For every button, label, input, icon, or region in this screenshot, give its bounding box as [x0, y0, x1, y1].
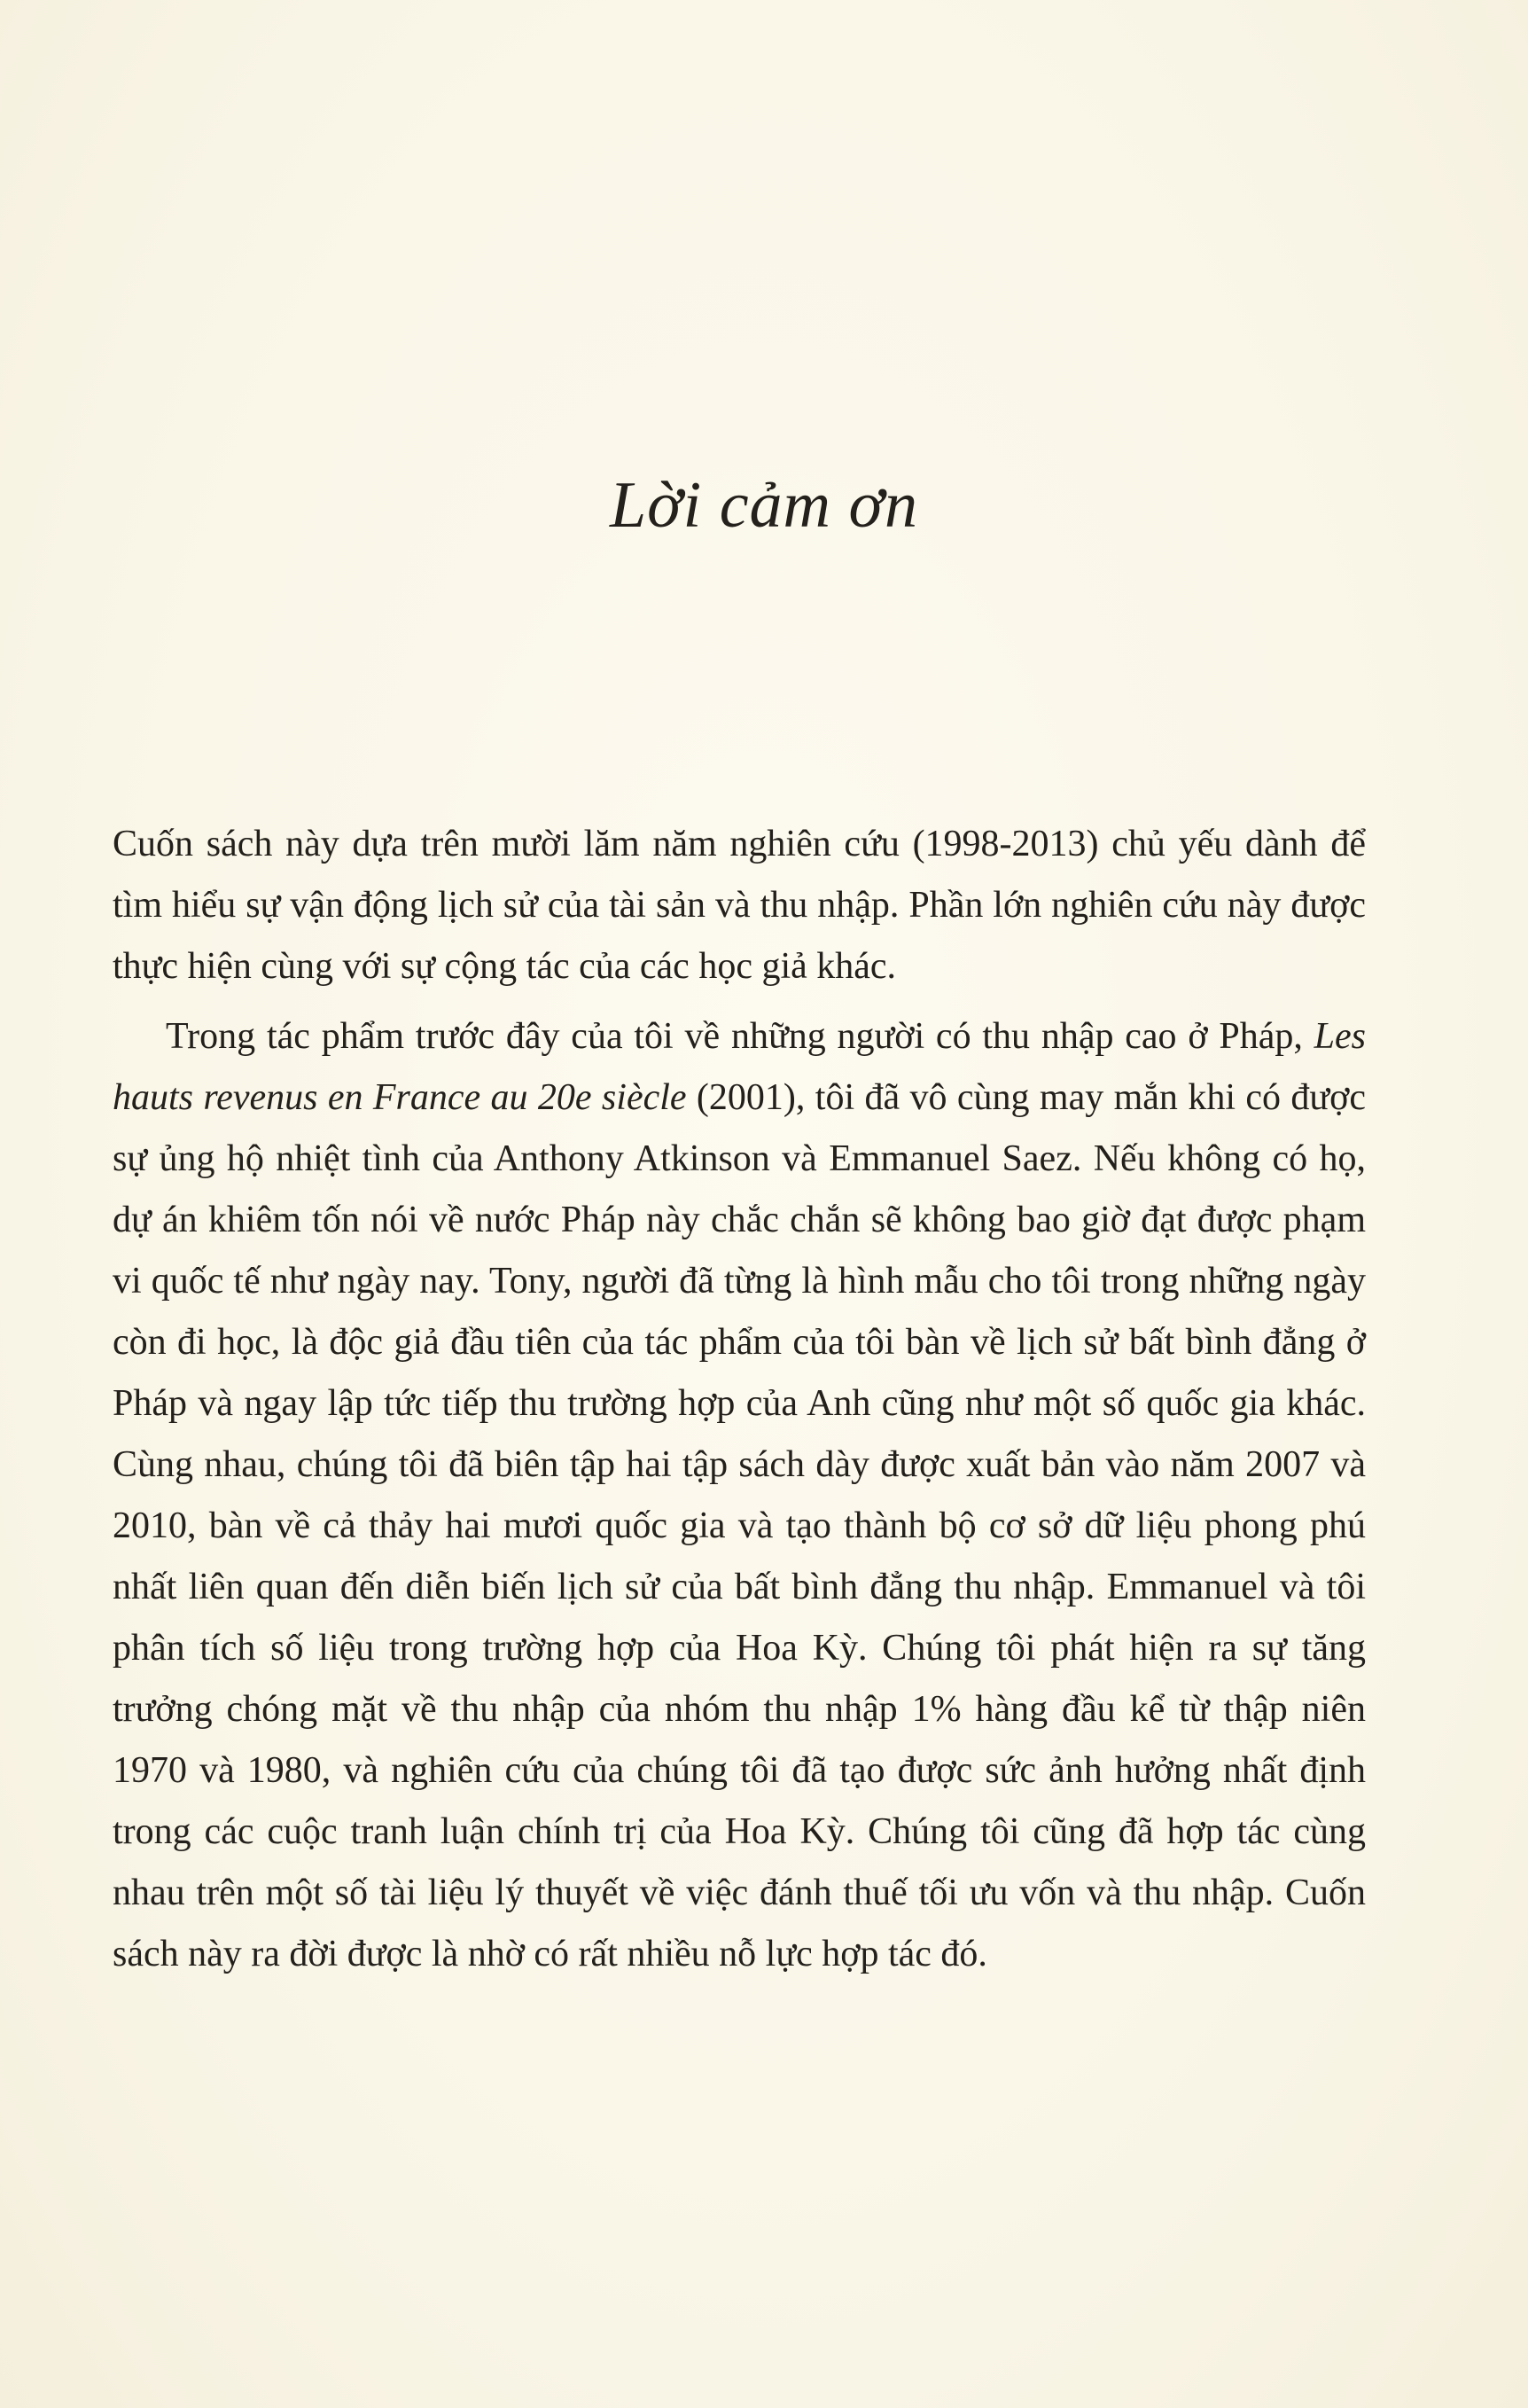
paragraph-2	[113, 1006, 1366, 1985]
book-title-italic: Les hauts revenus en France au 20e siècle	[113, 1016, 1366, 1118]
body-text	[113, 814, 1366, 1994]
chapter-heading: Lời cảm ơn	[610, 469, 918, 542]
paragraph-2-rest: (2001), tôi đã vô cùng may mắn khi có được sự ủng hộ nhiệt tình của Anthony Atkinson và Emmanuel Saez. Nếu không có họ, dự án khiêm tốn nói về nước Pháp này chắc chắn sẽ không bao giờ đạt được phạm vi quốc tế như ngày nay. Tony, người đã từng là hình mẫu cho tôi trong những ngày còn đi học, là độc giả đầu tiên của tác phẩm của tôi bàn về lịch sử bất bình đẳng ở Pháp và ngay lập tức tiếp thu trường hợp của Anh cũng như một số quốc gia khác. Cùng nhau, chúng tôi đã biên tập hai tập sách dày được xuất bản vào năm 2007 và 2010, bàn về cả thảy hai mươi quốc gia và tạo thành bộ cơ sở dữ liệu phong phú nhất liên quan đến diễn biến lịch sử của bất bình đẳng thu nhập. Emmanuel và tôi phân tích số liệu trong trường hợp của Hoa Kỳ. Chúng tôi phát hiện ra sự tăng trưởng chóng mặt về thu nhập của nhóm thu nhập 1% hàng đầu kể từ thập niên 1970 và 1980, và nghiên cứu của chúng tôi đã tạo được sức ảnh hưởng nhất định trong các cuộc tranh luận chính trị của Hoa Kỳ. Chúng tôi cũng đã hợp tác cùng nhau trên một số tài liệu lý thuyết về việc đánh thuế tối ưu vốn và thu nhập. Cuốn sách này ra đời được là nhờ có rất nhiều nỗ lực hợp tác đó.	[113, 1077, 1367, 1974]
paragraph-2-intro: Trong tác phẩm trước đây của tôi về những người có thu nhập cao ở Pháp,	[166, 1016, 1314, 1057]
paragraph-1: Cuốn sách này dựa trên mười lăm năm nghiên cứu (1998-2013) chủ yếu dành để tìm hiểu sự vận động lịch sử của tài sản và thu nhập. Phần lớn nghiên cứu này được thực hiện cùng với sự cộng tác của các học giả khác.	[113, 824, 1366, 987]
